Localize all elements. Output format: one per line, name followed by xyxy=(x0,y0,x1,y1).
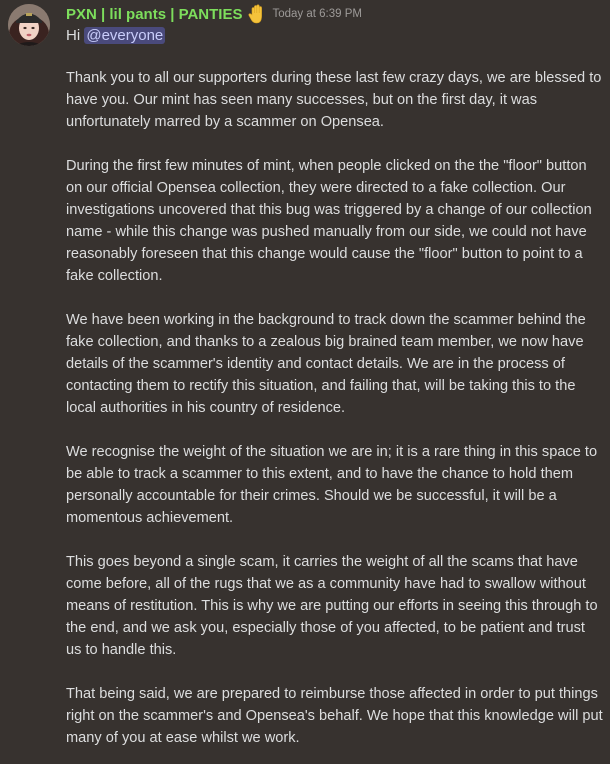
user-avatar[interactable] xyxy=(8,4,50,46)
message-header xyxy=(66,3,362,25)
message-paragraph: That being said, we are prepared to reimburse those affected in order to put things right on the scammer's and Opensea's behalf. We hope that this knowledge will put many of you at ease whilst we work. xyxy=(66,686,603,746)
everyone-mention[interactable]: @everyone xyxy=(86,27,164,44)
waving-hand-icon xyxy=(248,4,266,24)
avatar-image xyxy=(8,4,50,46)
message-timestamp[interactable]: Today at 6:39 PM xyxy=(272,8,362,20)
greeting-line xyxy=(66,26,165,46)
greeting-word: Hi xyxy=(66,27,81,44)
message-paragraph: This goes beyond a single scam, it carries the weight of all the scams that have come before, all of the rugs that we as a community have had to swallow without means of restitution. This is why we are putting our efforts in seeing this through to the end, and we ask you, especially those of you affected, to be patient and trust us to handle this. xyxy=(66,554,598,658)
username[interactable]: PXN | lil pants | PANTIES xyxy=(66,5,243,23)
message-paragraph: We recognise the weight of the situation we are in; it is a rare thing in this space to be able to track a scammer to this extent, and to have the chance to hold them personally accountable for their crimes. Should we be successful, it will be a momentous achievement. xyxy=(66,444,598,526)
message-paragraph: We have been working in the background to track down the scammer behind the fake collection, and thanks to a zealous big brained team member, we now have details of the scammer's identity and contact details. We are in the process of contacting them to rectify this situation, and failing that, will be taking this to the local authorities in his country of residence. xyxy=(66,312,586,416)
message-paragraph: During the first few minutes of mint, when people clicked on the the "floor" button on our official Opensea collection, they were directed to a fake collection. Our investigations uncovered that this bug was triggered by a change of our collection name - while this change was pushed manually from our side, we could not have reasonably foreseen that this change would cause the "floor" button to point to a fake collection. xyxy=(66,158,592,284)
message-paragraph: Thank you to all our supporters during these last few crazy days, we are blessed to have you. Our mint has seen many successes, but on the first day, it was unfortunately marred by a scammer on Opensea. xyxy=(66,70,602,130)
